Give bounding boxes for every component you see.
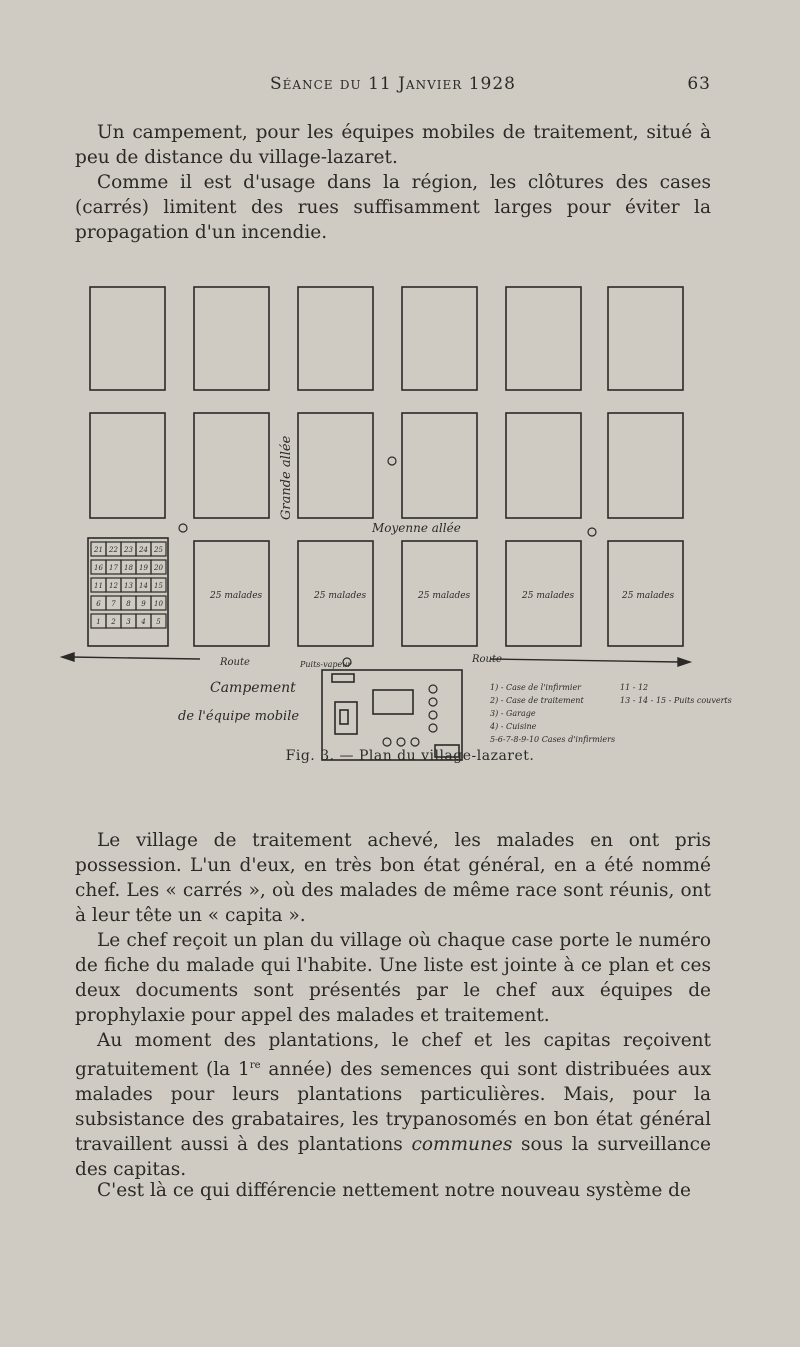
legend-item: 4) - Cuisine [490, 722, 537, 731]
case-number: 10 [154, 600, 163, 608]
puits-label: Puits-vapeur [300, 660, 352, 669]
camp-enclosure [322, 670, 462, 760]
plot-top-4 [402, 287, 477, 390]
legend-item: 3) - Garage [490, 709, 536, 718]
paragraph-6: C'est là ce qui différencie nettement notre nouveau système de [97, 1180, 691, 1201]
village-plan-figure [60, 270, 760, 800]
case-number: 25 [154, 546, 163, 554]
campement-label-1: Campement [210, 680, 296, 696]
plot-top-5 [506, 287, 581, 390]
plot-top-1 [90, 287, 165, 390]
paragraph-5 [75, 1028, 711, 1182]
plot-top-3 [298, 287, 373, 390]
plot-mid-4 [402, 413, 477, 518]
case-number: 1 [96, 618, 101, 626]
legend-item: 11 - 12 [620, 683, 649, 692]
route-line-left [70, 657, 200, 659]
page-number: 63 [687, 74, 711, 94]
legend-item: 2) - Case de traitement [490, 696, 584, 705]
village-plan-diagram [60, 270, 760, 800]
running-title: Séance du 11 Janvier 1928 [270, 74, 516, 94]
case-number: 16 [94, 564, 103, 572]
figure-caption: Fig. 3. — Plan du village-lazaret. [285, 748, 535, 764]
case-number: 6 [96, 600, 101, 608]
case-number: 19 [139, 564, 148, 572]
route-right-label: Route [472, 654, 502, 665]
page-header [75, 74, 711, 100]
legend-item: 13 - 14 - 15 - Puits couverts [620, 696, 732, 705]
paragraph-3: Le village de traitement achevé, les malades en ont pris possession. L'un d'eux, en très bon état général, en a été nommé chef. Les « carrés », où des malades de même race sont réunis, ont à leur tête un « capita ». [75, 830, 711, 926]
paragraph-5-emphasis: communes [411, 1134, 513, 1156]
ward-label-2: 25 malades [314, 591, 367, 601]
case-number: 3 [126, 618, 131, 626]
case-number: 17 [109, 564, 118, 572]
case-number: 9 [141, 600, 146, 608]
case-number: 13 [124, 582, 133, 590]
paragraph-intro-2: Comme il est d'usage dans la région, les clôtures des cases (carrés) limitent des rues suffisamment larges pour éviter la propagation d'un incendie. [75, 172, 711, 243]
route-arrow-left [62, 653, 74, 661]
moyenne-allee-label: Moyenne allée [372, 521, 461, 535]
case-number: 2 [111, 618, 116, 626]
legend-item: 5-6-7-8-9-10 Cases d'infirmiers [490, 735, 616, 744]
case-number: 14 [139, 582, 148, 590]
paragraph-4: Le chef reçoit un plan du village où chaque case porte le numéro de fiche du malade qui l'habite. Une liste est jointe à ce plan et ces deux documents sont présentés par le chef aux équipes de prophylaxie pour appel des malades et traitement. [75, 930, 711, 1026]
plot-mid-2 [194, 413, 269, 518]
campement-label-2: de l'équipe mobile [178, 709, 300, 724]
case-number: 22 [109, 546, 118, 554]
plot-mid-1 [90, 413, 165, 518]
case-number: 23 [124, 546, 133, 554]
ward-label-1: 25 malades [210, 591, 263, 601]
paragraph-5-part-a: Au moment des plantations, le chef et les capitas reçoivent gratuitement (la 1 [75, 1030, 711, 1081]
paragraph-5-part-b: année) des semences qui sont distribuées aux malades pour leurs plantations particulières. Mais, pour la subsistance des grabataires, les trypanosomés en bon état général travaillent aussi à des plantations [75, 1059, 712, 1156]
case-number: 18 [124, 564, 133, 572]
legend-item: 1) - Case de l'infirmier [490, 683, 582, 692]
case-number: 7 [111, 600, 116, 608]
case-number: 20 [154, 564, 163, 572]
route-left-label: Route [220, 657, 250, 668]
plot-top-6 [608, 287, 683, 390]
route-arrow-right [678, 658, 690, 666]
ward-label-3: 25 malades [418, 591, 471, 601]
plot-mid-3 [298, 413, 373, 518]
case-number: 8 [126, 600, 131, 608]
paragraph-intro-1: Un campement, pour les équipes mobiles de traitement, situé à peu de distance du village-lazaret. [75, 122, 711, 168]
numbered-case-grid [91, 542, 166, 628]
ward-label-5: 25 malades [622, 591, 675, 601]
case-number: 5 [156, 618, 161, 626]
figure-legend [489, 683, 732, 744]
plot-mid-6 [608, 413, 683, 518]
paragraph-5-part-c: sous la surveillance des capitas. [75, 1134, 711, 1181]
case-number: 24 [139, 546, 148, 554]
ward-label-4: 25 malades [522, 591, 575, 601]
grande-allee-label: Grande allée [279, 435, 294, 520]
case-number: 15 [154, 582, 163, 590]
case-number: 11 [94, 582, 103, 590]
plot-top-2 [194, 287, 269, 390]
case-number: 12 [109, 582, 118, 590]
route-line-right [490, 659, 680, 662]
case-number: 4 [141, 618, 146, 626]
paragraph-5-sup: re [249, 1060, 261, 1071]
plot-mid-5 [506, 413, 581, 518]
case-number: 21 [94, 546, 103, 554]
